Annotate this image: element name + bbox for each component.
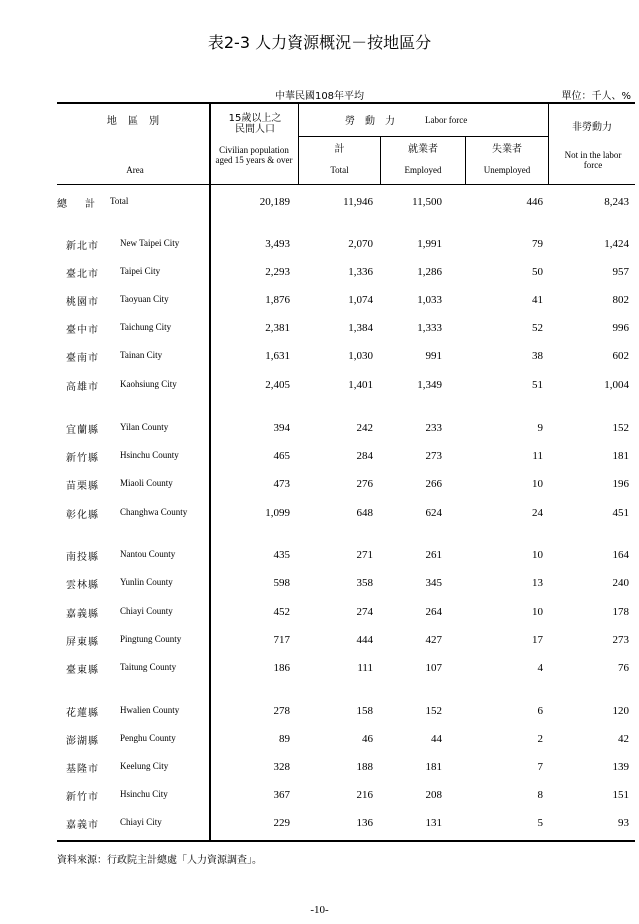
cell-labor: 1,074 — [348, 294, 373, 306]
cell-pop: 20,189 — [259, 196, 290, 208]
cell-labor: 2,070 — [348, 238, 373, 250]
cell-labor: 216 — [356, 789, 373, 801]
cell-notlabor: 93 — [618, 817, 629, 829]
table-row — [0, 760, 639, 774]
table-row — [0, 506, 639, 520]
cell-notlabor: 139 — [612, 761, 629, 773]
header-area-zh: 地 區 別 — [106, 116, 164, 127]
cell-labor: 284 — [356, 450, 373, 462]
table-row — [0, 704, 639, 718]
cell-notlabor: 152 — [612, 422, 629, 434]
row-area-zh: 彰化縣 — [66, 510, 99, 521]
cell-employed: 1,349 — [417, 379, 442, 391]
cell-unemployed: 50 — [532, 266, 543, 278]
cell-notlabor: 1,004 — [604, 379, 629, 391]
cell-employed: 152 — [425, 705, 442, 717]
page-number: -10- — [310, 904, 329, 916]
row-area-en: Changhwa County — [120, 507, 188, 517]
row-area-zh: 屏東縣 — [66, 637, 99, 648]
cell-notlabor: 181 — [612, 450, 629, 462]
cell-labor: 274 — [356, 606, 373, 618]
row-area-en: New Taipei City — [120, 238, 180, 248]
header-notlabor-zh: 非勞動力 — [572, 122, 612, 133]
cell-employed: 991 — [425, 350, 442, 362]
cell-notlabor: 178 — [612, 606, 629, 618]
cell-pop: 452 — [273, 606, 290, 618]
cell-pop: 2,381 — [265, 322, 290, 334]
cell-labor: 188 — [356, 761, 373, 773]
cell-pop: 473 — [273, 478, 290, 490]
row-area-zh: 高雄市 — [66, 382, 99, 393]
table-row — [0, 661, 639, 675]
table-row — [0, 605, 639, 619]
row-area-zh: 新北市 — [66, 241, 99, 252]
row-area-en: Chiayi County — [120, 606, 173, 616]
header-employed-en: Employed — [404, 165, 442, 175]
header-pop-en: Civilian population aged 15 years & over — [215, 145, 293, 165]
cell-notlabor: 164 — [612, 549, 629, 561]
cell-labor: 1,336 — [348, 266, 373, 278]
cell-unemployed: 79 — [532, 238, 543, 250]
header-labor-en: Labor force — [425, 115, 468, 125]
row-area-zh: 臺東縣 — [66, 665, 99, 676]
cell-labor: 111 — [357, 662, 373, 674]
period-label: 中華民國108年平均 — [274, 91, 365, 102]
cell-employed: 1,033 — [417, 294, 442, 306]
cell-labor: 46 — [362, 733, 373, 745]
row-area-en: Tainan City — [120, 350, 163, 360]
cell-pop: 1,876 — [265, 294, 290, 306]
row-area-en: Keelung City — [120, 761, 169, 771]
cell-pop: 598 — [273, 577, 290, 589]
row-area-en: Hwalien County — [120, 705, 180, 715]
cell-unemployed: 10 — [532, 549, 543, 561]
cell-notlabor: 996 — [612, 322, 629, 334]
row-area-zh: 桃園市 — [66, 297, 99, 308]
page-title: 表2-3 人力資源概況－按地區分 — [207, 33, 432, 52]
row-area-en: Yilan County — [120, 422, 169, 432]
unit-label: 單位：千人、% — [561, 91, 631, 102]
cell-labor: 444 — [356, 634, 373, 646]
cell-notlabor: 957 — [612, 266, 629, 278]
cell-notlabor: 240 — [612, 577, 629, 589]
table-row — [0, 633, 639, 647]
row-area-en: Total — [110, 196, 129, 206]
row-area-en: Nantou County — [120, 549, 176, 559]
cell-unemployed: 41 — [532, 294, 543, 306]
cell-unemployed: 5 — [537, 817, 543, 829]
cell-employed: 208 — [425, 789, 442, 801]
row-area-zh: 臺中市 — [66, 325, 99, 336]
cell-employed: 624 — [425, 507, 442, 519]
table-row — [0, 237, 639, 251]
cell-unemployed: 10 — [532, 478, 543, 490]
header-labor-zh: 勞 動 力 — [345, 116, 395, 127]
cell-labor: 136 — [356, 817, 373, 829]
header-total-en: Total — [330, 165, 349, 175]
row-area-en: Taichung City — [120, 322, 172, 332]
row-area-zh: 新竹縣 — [66, 453, 99, 464]
cell-labor: 158 — [356, 705, 373, 717]
cell-unemployed: 11 — [532, 450, 543, 462]
cell-unemployed: 8 — [537, 789, 543, 801]
table-row — [0, 349, 639, 363]
cell-employed: 233 — [425, 422, 442, 434]
source-note: 資料來源：行政院主計總處「人力資源調查」。 — [57, 855, 262, 866]
row-area-en: Kaohsiung City — [120, 379, 177, 389]
cell-employed: 266 — [425, 478, 442, 490]
cell-pop: 229 — [273, 817, 290, 829]
row-area-zh: 總計 — [57, 199, 113, 210]
cell-pop: 1,099 — [265, 507, 290, 519]
cell-pop: 328 — [273, 761, 290, 773]
cell-employed: 261 — [425, 549, 442, 561]
cell-employed: 1,333 — [417, 322, 442, 334]
cell-notlabor: 602 — [612, 350, 629, 362]
cell-notlabor: 42 — [618, 733, 629, 745]
cell-labor: 271 — [356, 549, 373, 561]
row-area-en: Chiayi City — [120, 817, 162, 827]
cell-notlabor: 120 — [612, 705, 629, 717]
row-area-en: Miaoli County — [120, 478, 173, 488]
cell-pop: 2,293 — [265, 266, 290, 278]
cell-labor: 1,030 — [348, 350, 373, 362]
cell-labor: 358 — [356, 577, 373, 589]
row-area-zh: 南投縣 — [66, 552, 99, 563]
cell-labor: 648 — [356, 507, 373, 519]
cell-notlabor: 76 — [618, 662, 629, 674]
cell-pop: 89 — [279, 733, 290, 745]
table-row — [0, 449, 639, 463]
header-area-en: Area — [126, 165, 144, 175]
cell-employed: 11,500 — [412, 196, 442, 208]
cell-pop: 1,631 — [265, 350, 290, 362]
row-area-en: Yunlin County — [120, 577, 173, 587]
cell-labor: 242 — [356, 422, 373, 434]
cell-unemployed: 38 — [532, 350, 543, 362]
cell-employed: 345 — [425, 577, 442, 589]
cell-pop: 717 — [273, 634, 290, 646]
row-area-zh: 澎湖縣 — [66, 736, 99, 747]
cell-unemployed: 17 — [532, 634, 543, 646]
header-notlabor-en: Not in the labor force — [564, 150, 622, 170]
cell-employed: 273 — [425, 450, 442, 462]
row-area-zh: 宜蘭縣 — [66, 425, 99, 436]
cell-pop: 435 — [273, 549, 290, 561]
row-area-zh: 嘉義市 — [66, 820, 99, 831]
cell-labor: 276 — [356, 478, 373, 490]
table-row — [0, 477, 639, 491]
cell-unemployed: 52 — [532, 322, 543, 334]
row-area-en: Taitung County — [120, 662, 177, 672]
cell-pop: 186 — [273, 662, 290, 674]
labor-column-divider — [548, 103, 549, 185]
cell-unemployed: 446 — [526, 196, 543, 208]
cell-employed: 427 — [425, 634, 442, 646]
cell-pop: 278 — [273, 705, 290, 717]
cell-employed: 1,286 — [417, 266, 442, 278]
table-row — [0, 548, 639, 562]
row-area-zh: 新竹市 — [66, 792, 99, 803]
row-area-en: Hsinchu City — [120, 789, 168, 799]
table-row — [0, 293, 639, 307]
table-row — [0, 576, 639, 590]
table-row — [0, 732, 639, 746]
cell-labor: 11,946 — [343, 196, 373, 208]
row-area-zh: 臺南市 — [66, 353, 99, 364]
header-total-zh: 計 — [334, 144, 345, 155]
row-area-en: Taipei City — [120, 266, 161, 276]
cell-pop: 367 — [273, 789, 290, 801]
cell-employed: 131 — [425, 817, 442, 829]
cell-unemployed: 7 — [537, 761, 543, 773]
cell-labor: 1,384 — [348, 322, 373, 334]
row-area-en: Hsinchu County — [120, 450, 179, 460]
cell-notlabor: 8,243 — [604, 196, 629, 208]
row-area-zh: 臺北市 — [66, 269, 99, 280]
cell-unemployed: 4 — [537, 662, 543, 674]
header-pop-zh: 15歲以上之民間人口 — [228, 113, 282, 135]
cell-unemployed: 10 — [532, 606, 543, 618]
header-unemployed-zh: 失業者 — [492, 144, 522, 155]
table-row — [0, 321, 639, 335]
header-employed-zh: 就業者 — [408, 144, 438, 155]
row-area-zh: 花蓮縣 — [66, 708, 99, 719]
row-area-zh: 苗栗縣 — [66, 481, 99, 492]
cell-labor: 1,401 — [348, 379, 373, 391]
table-row — [0, 378, 639, 392]
cell-employed: 107 — [425, 662, 442, 674]
table-row — [0, 421, 639, 435]
cell-unemployed: 2 — [537, 733, 543, 745]
cell-unemployed: 9 — [537, 422, 543, 434]
cell-notlabor: 151 — [612, 789, 629, 801]
table-row-total — [0, 195, 639, 209]
cell-employed: 181 — [425, 761, 442, 773]
cell-notlabor: 451 — [612, 507, 629, 519]
row-area-zh: 基隆市 — [66, 764, 99, 775]
cell-employed: 264 — [425, 606, 442, 618]
cell-pop: 2,405 — [265, 379, 290, 391]
cell-pop: 465 — [273, 450, 290, 462]
row-area-zh: 雲林縣 — [66, 580, 99, 591]
row-area-en: Penghu County — [120, 733, 176, 743]
row-area-zh: 嘉義縣 — [66, 609, 99, 620]
cell-unemployed: 51 — [532, 379, 543, 391]
table-row — [0, 788, 639, 802]
cell-employed: 1,991 — [417, 238, 442, 250]
cell-unemployed: 13 — [532, 577, 543, 589]
table-bottom-rule — [57, 840, 635, 842]
cell-pop: 394 — [273, 422, 290, 434]
cell-notlabor: 1,424 — [604, 238, 629, 250]
table-row — [0, 816, 639, 830]
table-row — [0, 265, 639, 279]
cell-unemployed: 24 — [532, 507, 543, 519]
cell-pop: 3,493 — [265, 238, 290, 250]
row-area-en: Pingtung County — [120, 634, 182, 644]
labor-subheader-rule — [298, 136, 548, 137]
cell-notlabor: 273 — [612, 634, 629, 646]
cell-unemployed: 6 — [537, 705, 543, 717]
area-column-divider — [209, 103, 211, 840]
cell-employed: 44 — [431, 733, 442, 745]
header-unemployed-en: Unemployed — [483, 165, 531, 175]
row-area-en: Taoyuan City — [120, 294, 169, 304]
cell-notlabor: 196 — [612, 478, 629, 490]
cell-notlabor: 802 — [612, 294, 629, 306]
